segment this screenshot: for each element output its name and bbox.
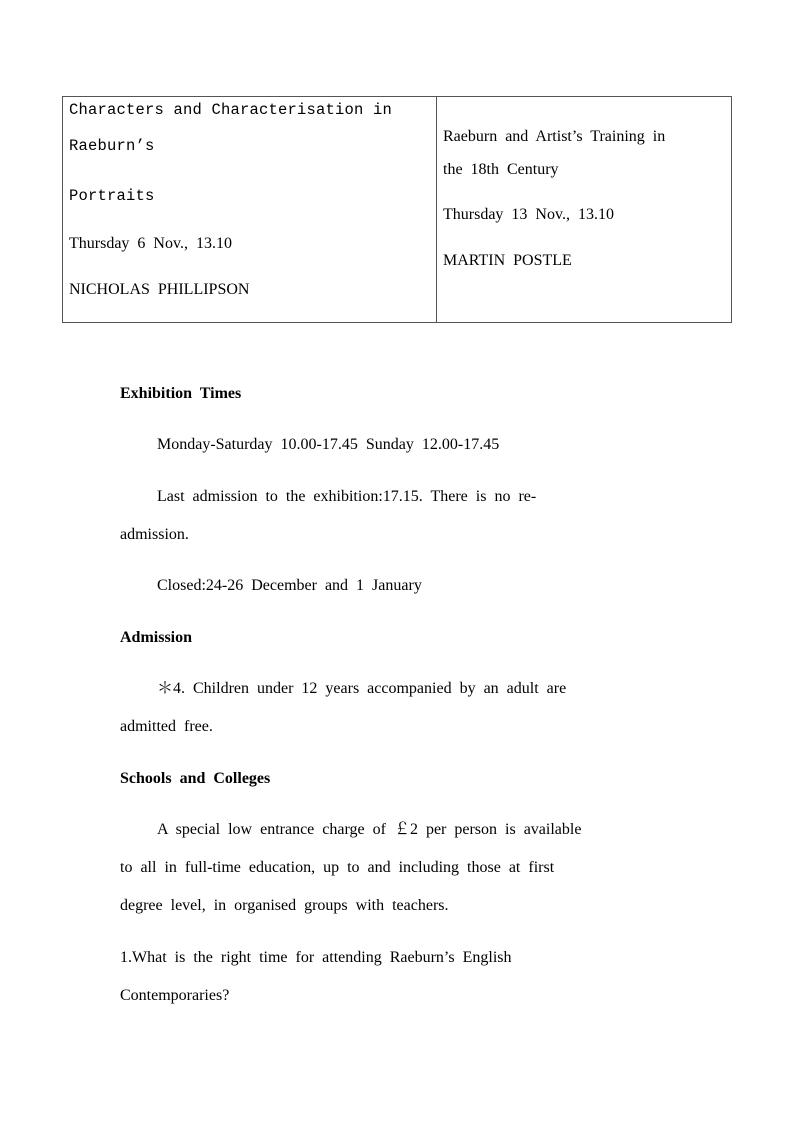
lecture-cell-left (63, 97, 437, 322)
lecture-title-line: Raeburn and Artist’s Training in (443, 128, 666, 145)
lecture-date: Thursday 13 Nov., 13.10 (443, 206, 614, 223)
schools-line: A special low entrance charge of ￡2 per person is available (157, 821, 582, 838)
schools-heading: Schools and Colleges (120, 770, 271, 787)
admission-line: ＊4. Children under 12 years accompanied by an adult are (157, 680, 567, 697)
exhibition-hours: Monday-Saturday 10.00-17.45 Sunday 12.00-17.45 (157, 436, 500, 453)
lecture-cell-right (437, 97, 731, 322)
admission-heading: Admission (120, 629, 193, 646)
lecture-table (62, 96, 732, 323)
lecture-speaker: NICHOLAS PHILLIPSON (69, 281, 250, 298)
question-line: 1.What is the right time for attending Raeburn’s English (120, 949, 512, 966)
lecture-speaker: MARTIN POSTLE (443, 252, 572, 269)
question-line: Contemporaries? (120, 987, 230, 1004)
lecture-title-line: Raeburn’s (69, 137, 155, 155)
lecture-title-line: Portraits (69, 187, 155, 205)
lecture-title-line: Characters and Characterisation in (69, 101, 393, 119)
schools-line: degree level, in organised groups with teachers. (120, 897, 449, 914)
schools-line: to all in full-time education, up to and including those at first (120, 859, 555, 876)
admission-line: admitted free. (120, 718, 213, 735)
lecture-date: Thursday 6 Nov., 13.10 (69, 235, 232, 252)
last-admission-line: admission. (120, 526, 189, 543)
exhibition-times-heading: Exhibition Times (120, 385, 242, 402)
lecture-title-line: the 18th Century (443, 161, 559, 178)
last-admission-line: Last admission to the exhibition:17.15. There is no re- (157, 488, 537, 505)
closed-dates: Closed:24-26 December and 1 January (157, 577, 422, 594)
